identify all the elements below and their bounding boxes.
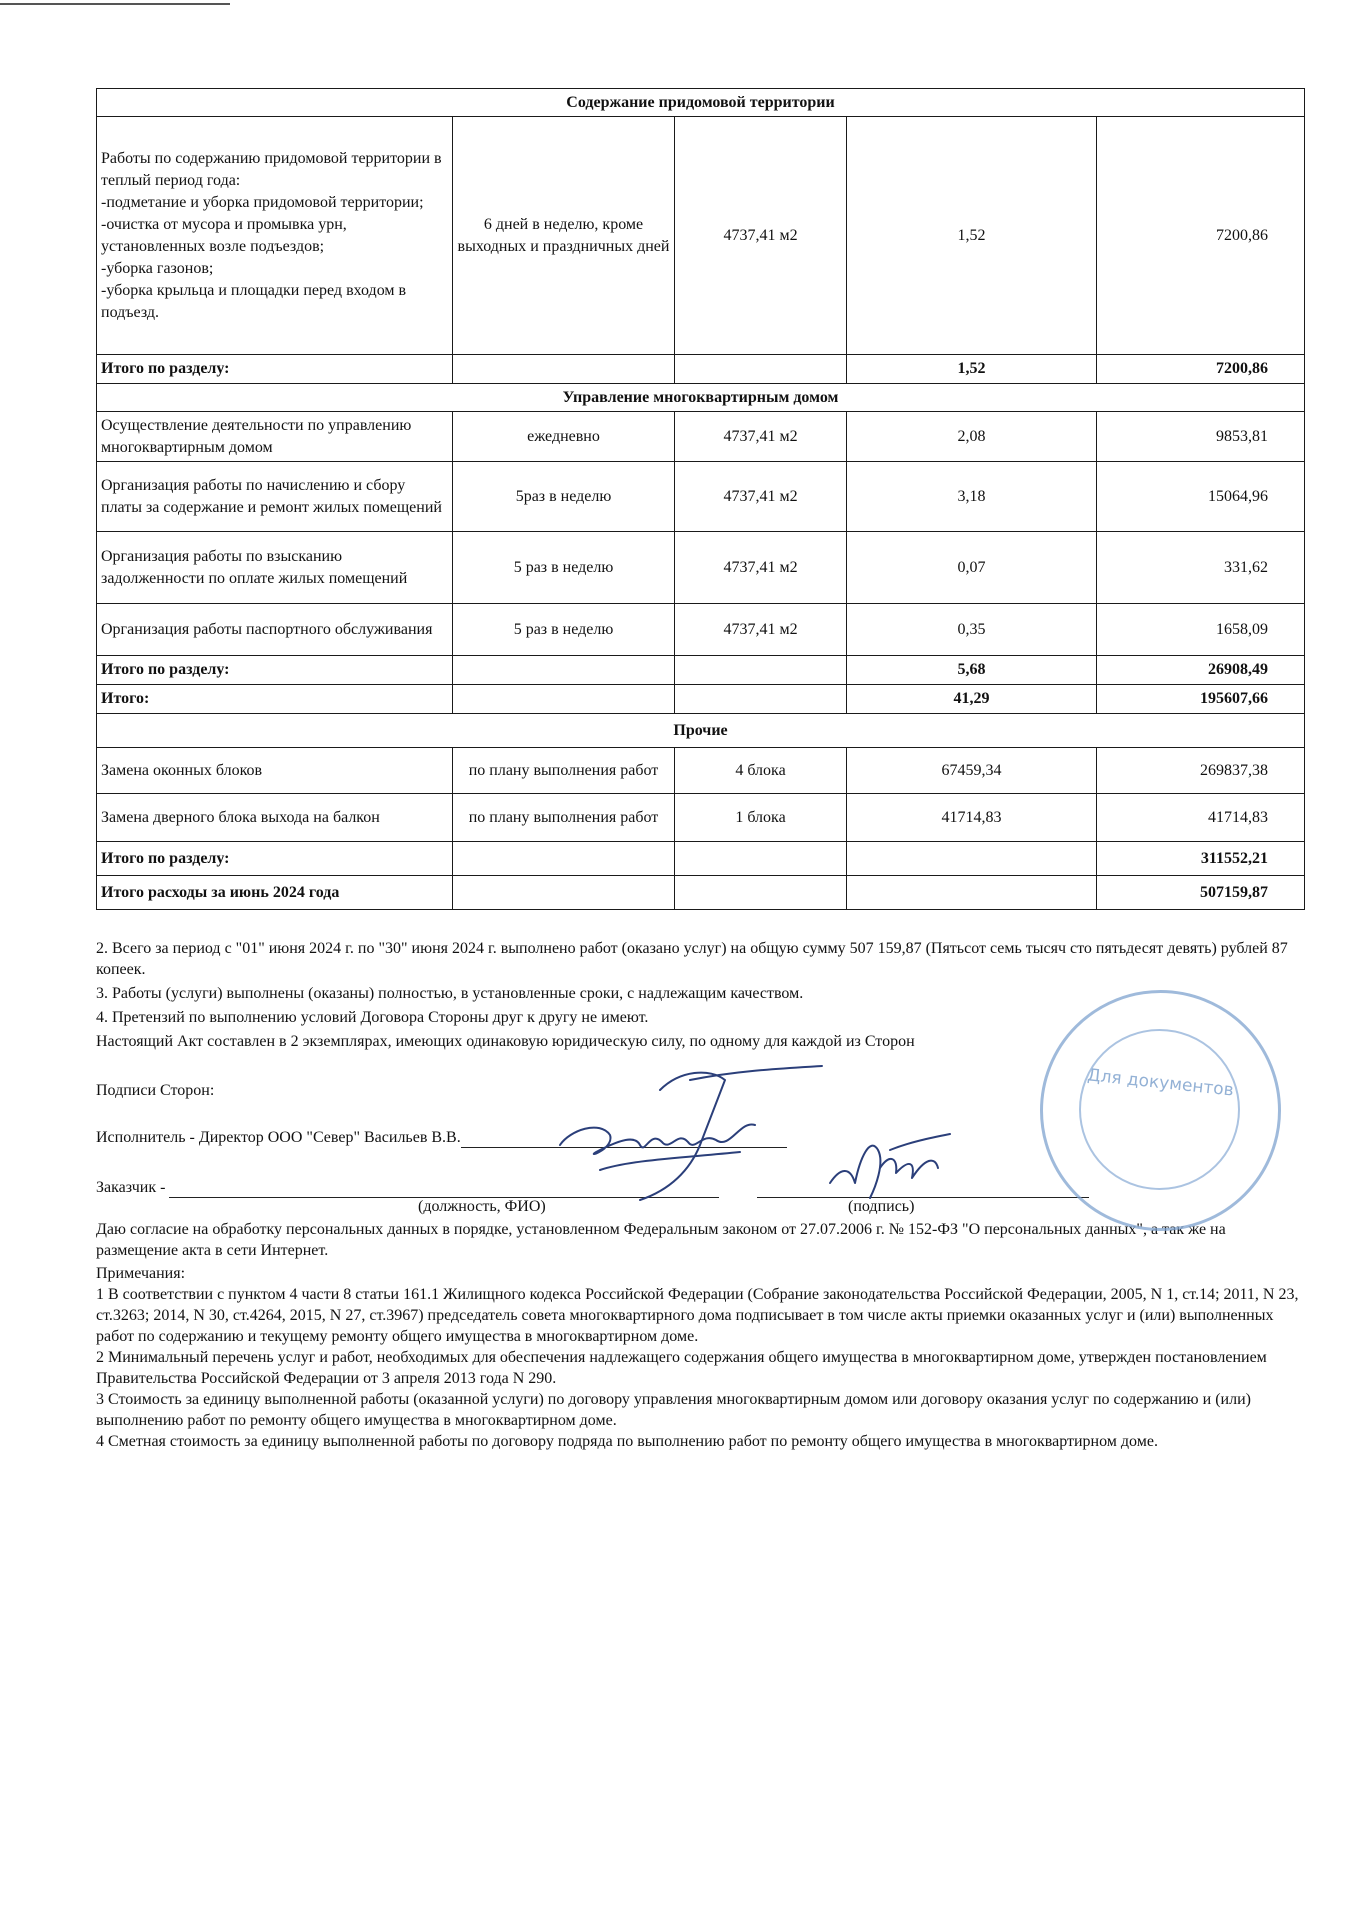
work-sum: 269837,38 xyxy=(1097,748,1305,794)
expenses-total-label: Итого расходы за июнь 2024 года xyxy=(97,876,453,910)
table-row xyxy=(97,117,1305,355)
work-rate: 41714,83 xyxy=(847,794,1097,842)
section-header-management: Управление многоквартирным домом xyxy=(97,384,1305,412)
note-1: 1 В соответствии с пунктом 4 части 8 статьи 161.1 Жилищного кодекса Российской Федерации (Собрание законодательства Российской Федерации, 2005, N 1, ст.14; 2011, N 23, ст.3263; 2014, N 30, ст.4264, 2015, N 27, ст.3967) председатель совета многоквартирного дома подписывает в том числе акты приемки оказанных услуг и (или) выполненных работ по содержанию и текущему ремонту общего имущества в многоквартирном доме. xyxy=(96,1286,1299,1345)
customer-signature xyxy=(820,1128,970,1203)
work-volume: 1 блока xyxy=(675,794,847,842)
work-name: Осуществление деятельности по управлению многоквартирным домом xyxy=(97,412,453,462)
note-2: 2 Минимальный перечень услуг и работ, необходимых для обеспечения надлежащего содержания общего имущества в многоквартирном доме, утвержден постановлением Правительства Российской Федерации от 3 апреля 2013 года N 290. xyxy=(96,1349,1267,1387)
table-row xyxy=(97,794,1305,842)
notes-title: Примечания: xyxy=(96,1265,186,1282)
customer-label: Заказчик - xyxy=(96,1179,166,1196)
expenses-total-row xyxy=(97,876,1305,910)
table-row xyxy=(97,462,1305,532)
table-row xyxy=(97,748,1305,794)
work-volume: 4737,41 м2 xyxy=(675,604,847,656)
work-sum: 1658,09 xyxy=(1097,604,1305,656)
table-row xyxy=(97,604,1305,656)
work-name: Организация работы по взысканию задолженности по оплате жилых помещений xyxy=(97,532,453,604)
section-header-territory: Содержание придомовой территории xyxy=(97,89,1305,117)
work-sum: 7200,86 xyxy=(1097,117,1305,355)
work-frequency: по плану выполнения работ xyxy=(453,748,675,794)
caption-signature: (подпись) xyxy=(848,1198,915,1215)
consent-text: Даю согласие на обработку персональных данных в порядке, установленном Федеральным законом от 27.07.2006 г. № 152-ФЗ "О персональных данных", а так же на размещение акта в сети Интернет. xyxy=(96,1221,1226,1259)
scan-edge-line xyxy=(0,3,230,5)
total-sum: 7200,86 xyxy=(1097,355,1305,384)
work-sum: 41714,83 xyxy=(1097,794,1305,842)
work-volume: 4737,41 м2 xyxy=(675,412,847,462)
notes xyxy=(96,1263,1306,1452)
work-rate: 67459,34 xyxy=(847,748,1097,794)
grand-total-label: Итого: xyxy=(97,685,453,714)
work-frequency: 5раз в неделю xyxy=(453,462,675,532)
total-rate: 5,68 xyxy=(847,656,1097,685)
grand-total-sum: 195607,66 xyxy=(1097,685,1305,714)
work-sum: 15064,96 xyxy=(1097,462,1305,532)
work-name: Организация работы по начислению и сбору платы за содержание и ремонт жилых помещений xyxy=(97,462,453,532)
work-volume: 4737,41 м2 xyxy=(675,117,847,355)
paragraph-3: 3. Работы (услуги) выполнены (оказаны) полностью, в установленные сроки, с надлежащим качеством. xyxy=(96,985,804,1002)
work-frequency: ежедневно xyxy=(453,412,675,462)
section-header-other: Прочие xyxy=(97,714,1305,748)
total-label: Итого по разделу: xyxy=(97,656,453,685)
grand-total-row xyxy=(97,685,1305,714)
table-row xyxy=(97,532,1305,604)
section-total-row xyxy=(97,842,1305,876)
work-name: Замена дверного блока выхода на балкон xyxy=(97,794,453,842)
section-total-row xyxy=(97,355,1305,384)
work-sum: 331,62 xyxy=(1097,532,1305,604)
executor-label: Исполнитель - Директор ООО "Север" Васильев В.В. xyxy=(96,1129,461,1146)
note-4: 4 Сметная стоимость за единицу выполненной работы по договору подряда по выполнению работ по ремонту общего имущества в многоквартирном доме. xyxy=(96,1433,1158,1450)
total-rate: 1,52 xyxy=(847,355,1097,384)
paragraph-2: 2. Всего за период с "01" июня 2024 г. по "30" июня 2024 г. выполнено работ (оказано услуг) на общую сумму 507 159,87 (Пятьсот семь тысяч сто пятьдесят девять) рублей 87 копеек. xyxy=(96,940,1288,978)
work-name: Замена оконных блоков xyxy=(97,748,453,794)
work-rate: 0,07 xyxy=(847,532,1097,604)
works-table xyxy=(96,88,1305,910)
work-frequency: по плану выполнения работ xyxy=(453,794,675,842)
work-rate: 3,18 xyxy=(847,462,1097,532)
total-label: Итого по разделу: xyxy=(97,355,453,384)
caption-position: (должность, ФИО) xyxy=(418,1198,546,1215)
stamp-label: Для документов xyxy=(1086,1065,1235,1101)
paragraph-4: 4. Претензий по выполнению условий Договора Стороны друг к другу не имеют. xyxy=(96,1009,649,1026)
work-volume: 4737,41 м2 xyxy=(675,532,847,604)
work-rate: 0,35 xyxy=(847,604,1097,656)
table-row xyxy=(97,412,1305,462)
work-volume: 4 блока xyxy=(675,748,847,794)
work-frequency: 5 раз в неделю xyxy=(453,604,675,656)
work-frequency: 6 дней в неделю, кроме выходных и праздничных дней xyxy=(453,117,675,355)
work-rate: 1,52 xyxy=(847,117,1097,355)
total-sum: 26908,49 xyxy=(1097,656,1305,685)
executor-signature xyxy=(540,1050,840,1205)
signatures-title: Подписи Сторон: xyxy=(96,1082,215,1099)
total-label: Итого по разделу: xyxy=(97,842,453,876)
total-sum: 311552,21 xyxy=(1097,842,1305,876)
note-3: 3 Стоимость за единицу выполненной работы (оказанной услуги) по договору управления многоквартирным домом или договору оказания услуг по содержанию и (или) выполнению работ по ремонту общего имущества в многоквартирном доме. xyxy=(96,1391,1251,1429)
grand-total-rate: 41,29 xyxy=(847,685,1097,714)
work-volume: 4737,41 м2 xyxy=(675,462,847,532)
work-name: Работы по содержанию придомовой территории в теплый период года: -подметание и уборка придомовой территории; -очистка от мусора и промывка урн, установленных возле подъездов; -уборка газонов; -уборка крыльца и площадки перед входом в подъезд. xyxy=(97,117,453,355)
work-rate: 2,08 xyxy=(847,412,1097,462)
company-stamp xyxy=(1040,990,1281,1231)
work-sum: 9853,81 xyxy=(1097,412,1305,462)
paragraph-copies: Настоящий Акт составлен в 2 экземплярах, имеющих одинаковую юридическую силу, по одному для каждой из Сторон xyxy=(96,1033,915,1050)
section-total-row xyxy=(97,656,1305,685)
expenses-total-sum: 507159,87 xyxy=(1097,876,1305,910)
work-name: Организация работы паспортного обслуживания xyxy=(97,604,453,656)
work-frequency: 5 раз в неделю xyxy=(453,532,675,604)
